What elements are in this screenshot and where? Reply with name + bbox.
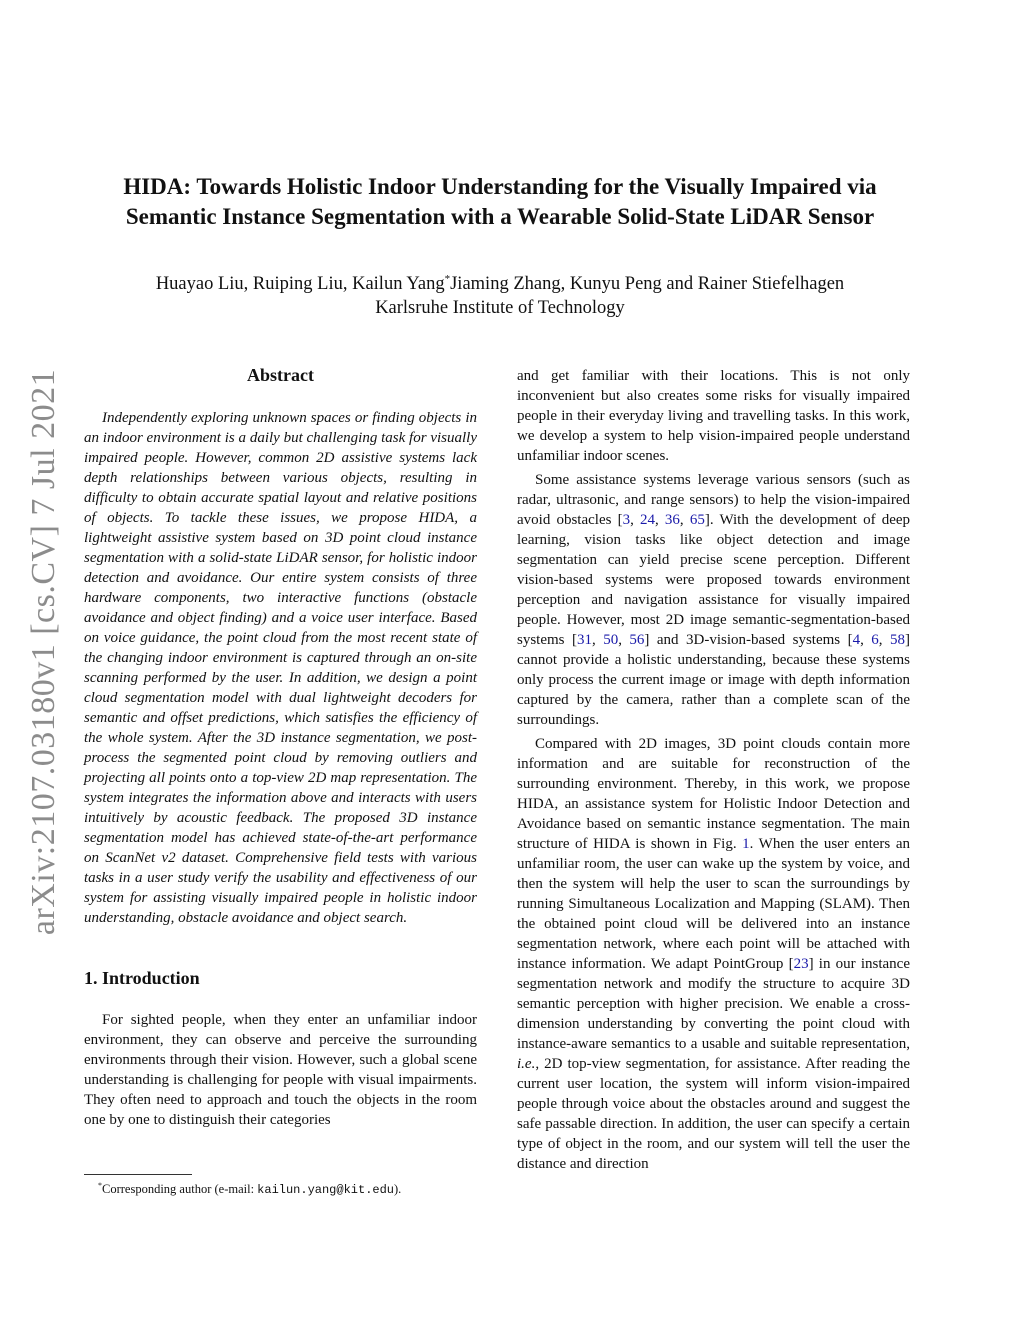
citation-link[interactable]: 56 bbox=[629, 632, 645, 648]
citation-link[interactable]: 6 bbox=[871, 632, 879, 648]
text-run: ] cannot provide a holistic understanding, because these systems only process the current image or image with depth information captured by the camera, rather than a complete scan of the surroundings. bbox=[517, 632, 911, 728]
abstract-heading: Abstract bbox=[247, 365, 314, 385]
text-run: ] and 3D-vision-based systems [ bbox=[644, 632, 853, 648]
footnote-email[interactable]: kailun.yang@kit.edu bbox=[257, 1183, 394, 1198]
text-run: , bbox=[618, 632, 630, 648]
text-run: Some assistance systems leverage various sensors (such as radar, ultrasonic, and range sensors) to help the vision-impaired avoid obstacles [ bbox=[517, 472, 910, 528]
arxiv-side-stamp: arXiv:2107.03180v1 [cs.CV] 7 Jul 2021 bbox=[25, 368, 62, 936]
introduction-heading: 1. Introduction bbox=[84, 968, 200, 988]
text-run: ]. With the development of deep learning, vision tasks like object detection and image segmentation can yield precise scene perception. Different vision-based systems were proposed towards environment perception and navigation assistance for visually impaired people. However, most 2D image semantic-segmentation-based systems [ bbox=[517, 512, 911, 648]
title-line-1: HIDA: Towards Holistic Indoor Understanding for the Visually Impaired via bbox=[123, 174, 877, 199]
text-run: , bbox=[655, 512, 665, 528]
authors-before-mark: Huayao Liu, Ruiping Liu, Kailun Yang bbox=[155, 274, 445, 294]
citation-link[interactable]: 65 bbox=[689, 512, 705, 528]
citation-link[interactable]: 58 bbox=[890, 632, 906, 648]
text-run: ] in our instance segmentation network and modify the structure to acquire 3D semantic perception with higher precision. We enable a cross-dimension understanding by converting the point cloud with instance-aware semantics to a usable and suitable representation, bbox=[517, 956, 910, 1052]
author-list bbox=[60, 272, 940, 296]
footnote-text-end: ). bbox=[394, 1182, 402, 1197]
introduction-paragraph-1: For sighted people, when they enter an unfamiliar indoor environment, they can observe and perceive the surrounding environments through their vision. However, such a global scene understanding is challenging for people with visual impairments. They often need to approach and touch the objects in the room one by one to distinguish their categories bbox=[84, 1012, 477, 1128]
affiliation: Karlsruhe Institute of Technology bbox=[375, 298, 625, 318]
footnote-mark: * bbox=[98, 1181, 102, 1190]
right-column bbox=[517, 366, 910, 1178]
text-run: , 2D top-view segmentation, for assistance. After reading the current user location, the system will inform vision-impaired people through voice about the obstacles around and suggest the safe passable direction. In addition, the user can specify a certain type of object in the room, and our system will tell the user the distance and direction bbox=[517, 1056, 910, 1172]
citation-link[interactable]: 24 bbox=[640, 512, 656, 528]
citation-link[interactable]: 3 bbox=[622, 512, 631, 528]
figure-reference-link[interactable]: 1 bbox=[742, 836, 750, 852]
text-run: , bbox=[630, 512, 641, 528]
footnote-rule bbox=[84, 1174, 192, 1175]
title-line-2: Semantic Instance Segmentation with a Wearable Solid-State LiDAR Sensor bbox=[125, 204, 875, 229]
left-column bbox=[84, 362, 477, 1134]
paper-title bbox=[60, 172, 940, 232]
authors-block bbox=[60, 272, 940, 320]
ie-abbreviation: i.e. bbox=[517, 1056, 536, 1072]
citation-link[interactable]: 23 bbox=[793, 956, 809, 972]
text-run: , bbox=[860, 632, 872, 648]
text-run: , bbox=[679, 512, 690, 528]
corresponding-author-mark: * bbox=[444, 272, 451, 285]
introduction-paragraph-3 bbox=[517, 734, 910, 1174]
text-run: , bbox=[591, 632, 604, 648]
text-run: Compared with 2D images, 3D point clouds contain more information and are suitable for reconstruction of the surrounding environment. Thereby, in this work, we propose HIDA, an assistance system for Holistic Indoor Detection and Avoidance based on semantic instance segmentation. The main structure of HIDA is shown in Fig. bbox=[517, 736, 910, 852]
introduction-paragraph-2 bbox=[517, 470, 910, 730]
introduction-paragraph-1-continued: and get familiar with their locations. This is not only inconvenient but also creates some risks for visually impaired people in their everyday living and travelling tasks. In this work, we develop a system to help vision-impaired people understand unfamiliar indoor scenes. bbox=[517, 368, 910, 464]
citation-link[interactable]: 50 bbox=[603, 632, 619, 648]
text-run: . When the user enters an unfamiliar room, the user can wake up the system by voice, and then the system will help the user to scan the surroundings by running Simultaneous Localization and Mapping (SLAM). Then the obtained point cloud will be delivered into an instance segmentation network, where each point will be attached with instance information. We adapt PointGroup [ bbox=[517, 836, 910, 972]
citation-link[interactable]: 4 bbox=[852, 632, 861, 648]
citation-link[interactable]: 36 bbox=[664, 512, 680, 528]
authors-after-mark: Jiaming Zhang, Kunyu Peng and Rainer Stiefelhagen bbox=[450, 274, 845, 294]
footnote-text: Corresponding author (e-mail: bbox=[102, 1182, 258, 1197]
citation-link[interactable]: 31 bbox=[576, 632, 592, 648]
abstract-text: Independently exploring unknown spaces or finding objects in an indoor environment is a daily but challenging task for visually impaired people. However, common 2D assistive systems lack depth relationships between various objects, resulting in difficulty to obtain accurate spatial layout and relative positions of objects. To tackle these issues, we propose HIDA, a lightweight assistive system based on 3D point cloud instance segmentation with a solid-state LiDAR sensor, for holistic indoor detection and avoidance. Our entire system consists of three hardware components, two interactive functions (obstacle avoidance and object finding) and a voice user interface. Based on voice guidance, the point cloud from the most recent state of the changing indoor environment is captured through an on-site scanning performed by the user. In addition, we design a point cloud segmentation model with dual lightweight decoders for semantic and offset predictions, which satisfies the efficiency of the whole system. After the 3D instance segmentation, we post-process the segmented point cloud by removing outliers and projecting all points onto a top-view 2D map representation. The system integrates the information above and interacts with users intuitively by acoustic feedback. The proposed 3D instance segmentation model has achieved state-of-the-art performance on ScanNet v2 dataset. Comprehensive field tests with various tasks in a user study verify the usability and effectiveness of our system for assisting visually impaired people in holistic indoor understanding, obstacle avoidance and object search. bbox=[84, 410, 477, 926]
footnote bbox=[84, 1178, 477, 1198]
text-run: , bbox=[878, 632, 891, 648]
title-block bbox=[60, 172, 940, 232]
